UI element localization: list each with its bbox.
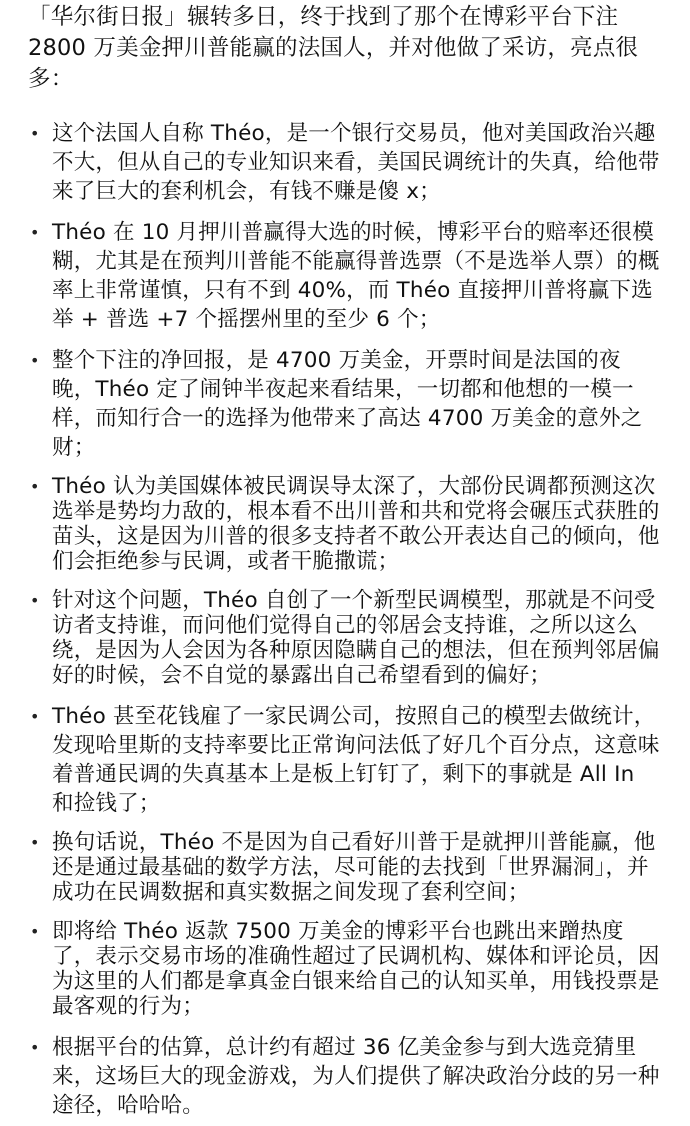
- list-item: [28, 702, 660, 818]
- bullet-dot-icon: •: [30, 922, 40, 941]
- list-item-text: 这个法国人自称 Théo，是一个银行交易员，他对美国政治兴趣不大，但从自己的专业知识来看，美国民调统计的失真，给他带来了巨大的套利机会，有钱不赚是傻 x；: [52, 121, 660, 204]
- list-item: [28, 218, 660, 334]
- list-item: [28, 346, 660, 462]
- intro-paragraph: 「华尔街日报」辗转多日，终于找到了那个在博彩平台下注 2800 万美金押川普能赢的法国人，并对他做了采访，亮点很多：: [28, 4, 639, 92]
- list-item-text: 整个下注的净回报，是 4700 万美金，开票时间是法国的夜晚，Théo 定了闹钟半夜起来看结果，一切都和他想的一模一样，而知行合一的选择为他带来了高达 4700 万美金的意外之财；: [52, 348, 643, 460]
- bullet-dot-icon: •: [30, 1038, 40, 1057]
- list-item: [28, 919, 660, 1019]
- bullet-dot-icon: •: [30, 223, 40, 242]
- list-item-text: Théo 在 10 月押川普赢得大选的时候，博彩平台的赔率还很模糊，尤其是在预判川普能不能赢得普选票（不是选举人票）的概率上非常谨慎，只有不到 40%，而 Théo 直接押川普将赢下选举 + 普选 +7 个摇摆州里的至少 6 个；: [52, 220, 660, 332]
- bullet-dot-icon: •: [30, 591, 40, 610]
- bullet-list: [28, 119, 660, 1120]
- list-item: [28, 830, 660, 905]
- bullet-dot-icon: •: [30, 833, 40, 852]
- list-item: [28, 588, 660, 688]
- list-item: [28, 119, 660, 206]
- bullet-dot-icon: •: [30, 707, 40, 726]
- list-item-text: Théo 认为美国媒体被民调误导太深了，大部份民调都预测这次选举是势均力敌的，根本看不出川普和共和党将会碾压式获胜的苗头，这是因为川普的很多支持者不敢公开表达自己的倾向，他们会拒绝参与民调，或者干脆撒谎；: [52, 474, 660, 574]
- bullet-dot-icon: •: [30, 351, 40, 370]
- list-item-text: 针对这个问题，Théo 自创了一个新型民调模型，那就是不问受访者支持谁，而问他们觉得自己的邻居会支持谁，之所以这么绕，是因为人会因为各种原因隐瞒自己的想法，但在预判邻居偏好的时候，会不自觉的暴露出自己希望看到的偏好；: [52, 588, 660, 688]
- bullet-dot-icon: •: [30, 477, 40, 496]
- list-item-text: Théo 甚至花钱雇了一家民调公司，按照自己的模型去做统计，发现哈里斯的支持率要比正常询问法低了好几个百分点，这意味着普通民调的失真基本上是板上钉钉了，剩下的事就是 All In 和捡钱了；: [52, 704, 660, 816]
- list-item-text: 根据平台的估算，总计约有超过 36 亿美金参与到大选竞猜里来，这场巨大的现金游戏，为人们提供了解决政治分歧的另一种途径，哈哈哈。: [52, 1035, 660, 1118]
- list-item-text: 换句话说，Théo 不是因为自己看好川普于是就押川普能赢，他还是通过最基础的数学方法，尽可能的去找到「世界漏洞」，并成功在民调数据和真实数据之间发现了套利空间；: [52, 830, 656, 905]
- list-item: [28, 1033, 660, 1120]
- bullet-dot-icon: •: [30, 124, 40, 143]
- list-item-text: 即将给 Théo 返款 7500 万美金的博彩平台也跳出来蹭热度了，表示交易市场的准确性超过了民调机构、媒体和评论员，因为这里的人们都是拿真金白银来给自己的认知买单，用钱投票是最客观的行为；: [52, 919, 660, 1019]
- list-item: [28, 474, 660, 574]
